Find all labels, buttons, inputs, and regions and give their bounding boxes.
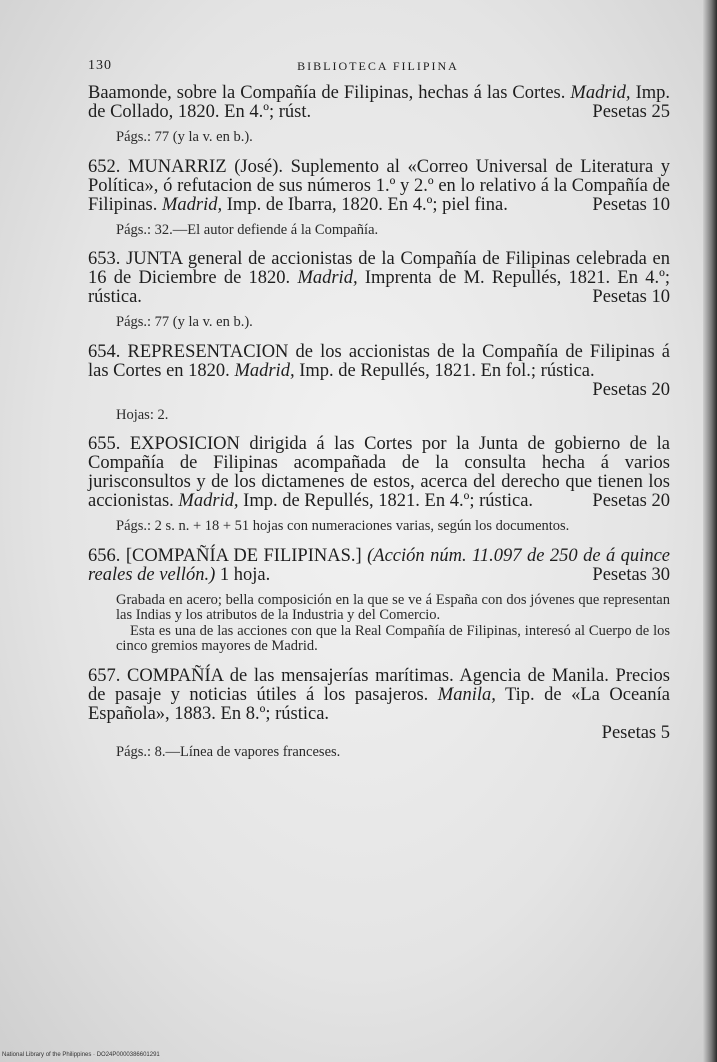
entry-number: 656. [88, 545, 121, 566]
entry-note: Págs.: 8.—Línea de vapores franceses. [116, 743, 341, 760]
entry-price: Pesetas 20 [592, 379, 670, 400]
catalog-entry [88, 435, 670, 535]
entry-number: 653. [88, 249, 121, 269]
page-header [88, 58, 668, 78]
entry-price: Pesetas 25 [592, 102, 670, 122]
entry-price: Pesetas 10 [592, 287, 670, 307]
entry-imprint: Imp. de Collado, 1820. En 4.º; rúst. [88, 83, 670, 122]
entry-note: Hojas: 2. [116, 406, 169, 423]
catalog-body [88, 84, 670, 772]
entry-number: 657. [88, 665, 121, 686]
entry-text: EXPOSICION dirigida á las Cortes por la Junta de gobierno de la Compañía de Filipinas acompañada de la consulta hecha á varios jurisconsultos y de los dictamenes de estos, acerca del derecho que tienen los accionistas. [88, 434, 670, 511]
running-title: BIBLIOTECA FILIPINA [297, 59, 459, 73]
catalog-entry [88, 343, 670, 424]
entry-text: [COMPAÑÍA DE FILIPINAS.] [120, 545, 368, 566]
entry-note: Págs.: 32.—El autor defiende á la Compañía. [116, 221, 379, 238]
entry-note: Grabada en acero; bella composición en la que se ve á España con dos jóvenes que representan las Indias y los atributos de la Industria y del Comercio. Esta es una de las acciones con que la Real Compañía de Filipinas, interesó al Cuerpo de los cinco gremios mayores de Madrid. [116, 591, 670, 654]
entry-text: Baamonde, sobre la Compañía de Filipinas, hechas á las Cortes. [88, 83, 571, 103]
entry-imprint: Imp. de Repullés, 1821. En fol.; rústica. [294, 360, 595, 381]
entry-imprint: 1 hoja. [215, 564, 271, 585]
entry-number: 652. [88, 156, 121, 177]
entry-imprint: Imp. de Repullés, 1821. En 4.º; rústica. [238, 491, 534, 511]
entry-text: REPRESENTACION de los accionistas de la Compañía de Filipinas á las Cortes en 1820. [88, 341, 670, 381]
book-spine-shadow [703, 0, 717, 1062]
entry-number: 654. [88, 341, 121, 362]
entry-price: Pesetas 10 [592, 194, 670, 215]
entry-price: Pesetas 5 [601, 722, 670, 743]
entry-note: Págs.: 77 (y la v. en b.). [116, 314, 253, 330]
entry-place: Manila, [437, 684, 496, 705]
entry-note: Págs.: 77 (y la v. en b.). [116, 129, 253, 145]
entry-place: Madrid, [297, 268, 358, 288]
entry-price: Pesetas 20 [592, 491, 670, 511]
catalog-entry [88, 667, 670, 761]
entry-text: COMPAÑÍA de las mensajerías marítimas. Agencia de Manila. Precios de pasaje y noticias útiles á los pasajeros. [88, 665, 670, 705]
entry-text: JUNTA general de accionistas de la Compañía de Filipinas celebrada en 16 de Diciembre de 1820. [88, 249, 670, 288]
entry-note-2: Esta es una de las acciones con que la Real Compañía de Filipinas, interesó al Cuerpo de los cinco gremios mayores de Madrid. [116, 622, 670, 654]
library-credit: National Library of the Philippines · DO24P0000386601291 [2, 1052, 160, 1058]
page-number: 130 [88, 58, 112, 73]
catalog-entry [88, 158, 670, 239]
entry-place: Madrid, [234, 360, 295, 381]
entry-place: Madrid, [570, 83, 631, 103]
entry-note: Págs.: 2 s. n. + 18 + 51 hojas con numeraciones varias, según los documentos. [116, 518, 570, 534]
entry-imprint: Imp. de Ibarra, 1820. En 4.º; piel fina. [222, 194, 508, 215]
catalog-entry [88, 84, 670, 146]
entry-price: Pesetas 30 [592, 564, 670, 585]
entry-number: 655. [88, 434, 121, 454]
entry-imprint: Imprenta de M. Repullés, 1821. En 4.º; rústica. [88, 268, 670, 307]
entry-description: (Acción núm. 11.097 de 250 de á quince reales de vellón.) [88, 545, 670, 585]
entry-place: Madrid, [162, 194, 223, 215]
entry-place: Madrid, [178, 491, 239, 511]
entry-imprint: Tip. de «La Oceanía Española», 1883. En 8.º; rústica. [88, 684, 670, 724]
catalog-entry [88, 547, 670, 655]
entry-text: MUNARRIZ (José). Suplemento al «Correo Universal de Literatura y Política», ó refutacion de sus números 1.º y 2.º en lo relativo á la Compañía de Filipinas. [88, 156, 670, 215]
catalog-entry [88, 250, 670, 331]
